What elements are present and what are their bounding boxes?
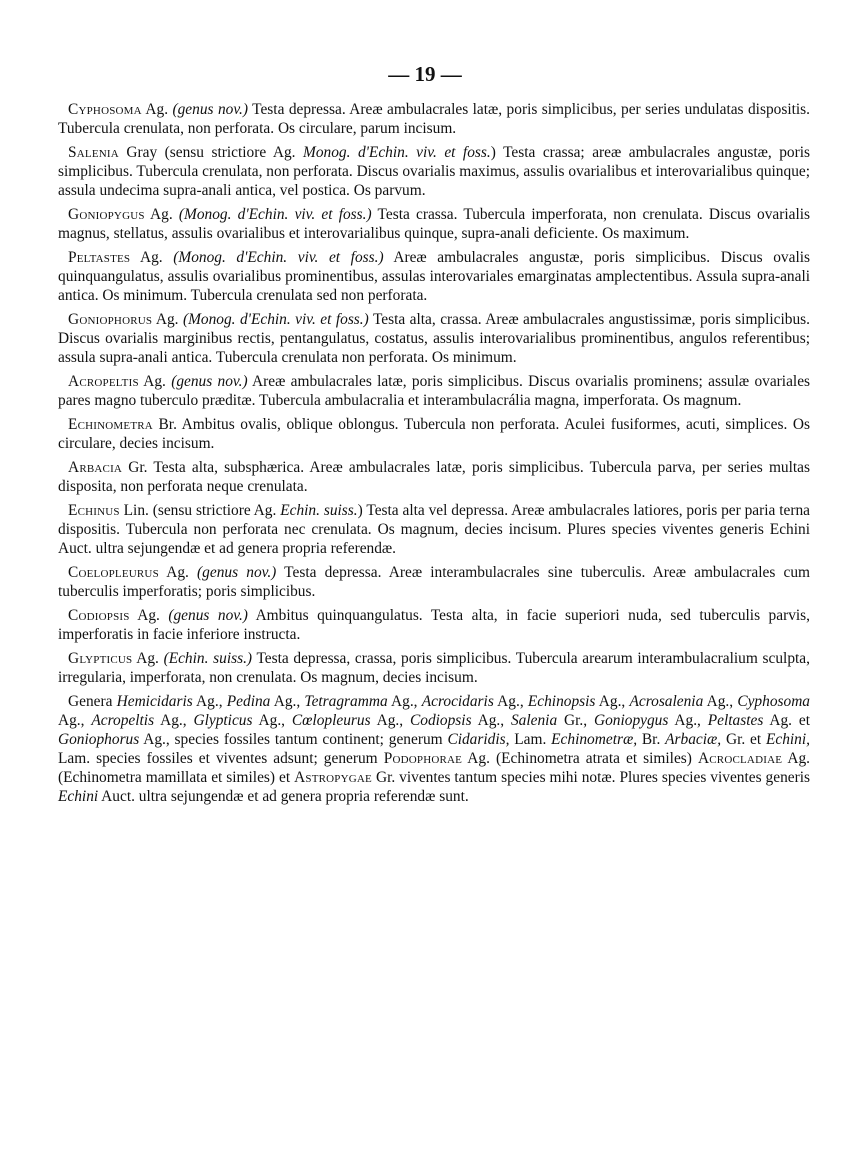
reference: (genus nov.): [168, 607, 248, 624]
text-run: Ag.,: [471, 712, 511, 729]
author-citation: Ag.: [158, 564, 198, 581]
entry-description: ) Testa alta vel depressa. Areæ ambulacrales latiores, poris per paria terna dispositis. Tubercula non perforata nec crenulata. Os magnum, decies incisum. Plures species viventes generis Echini Auct. ultra sejungendæ et ad genera propria referendæ.: [58, 502, 811, 557]
genus-name: Salenia: [510, 712, 558, 729]
genus-name: Acrosalenia: [629, 693, 704, 710]
author-citation: Ag.: [144, 206, 179, 223]
genus-name: Echinopsis: [527, 693, 596, 710]
text-run: Ag., species fossiles tantum continent; generum: [139, 731, 448, 748]
text-run: Ag.,: [493, 693, 528, 710]
reference: Monog. d'Echin. viv. et foss.: [303, 144, 491, 161]
entry-description: Testa alta, crassa. Areæ ambulacrales angustissimæ, poris simplicibus. Discus ovarialis marginibus rectis, pentangulatus, costatus, assulis interovarialibus prominentibus, angulos referentibus; assula supra-anali antica. Tubercula crenulata non perforata. Os minimum.: [58, 311, 810, 366]
text-run: Ag.,: [192, 693, 227, 710]
genus-name: Hemicidaris: [116, 693, 193, 710]
genus-entry: [58, 205, 810, 243]
genus-name: Echini: [58, 788, 99, 805]
entry-description: Testa depressa. Areæ ambulacrales latæ, poris simplicibus, per series undulatas dispositis. Tubercula crenulata, non perforata. Os circulare, parum incisum.: [58, 101, 810, 137]
entry-description: Ambitus ovalis, oblique oblongus. Tubercula non perforata. Aculei fusiformes, acuti, simplices. Os circulare, decies incisum.: [58, 416, 811, 452]
text-run: Ag. (Echinometra mamillata et similes) et: [58, 750, 810, 786]
text-run: Auct. ultra sejungendæ et ad genera propria referendæ sunt.: [98, 788, 469, 805]
reference: (Monog. d'Echin. viv. et foss.): [182, 311, 369, 328]
genus-small-caps: Acrocladiae: [697, 750, 783, 767]
genus-entry: [58, 606, 810, 644]
genus-name: Arbaciæ,: [665, 731, 722, 748]
genus-name: Echini,: [765, 731, 810, 748]
text-run: Ag.,: [58, 712, 92, 729]
genus-name: Glypticus: [193, 712, 253, 729]
reference: (Echin. suiss.): [163, 650, 253, 667]
genus-entry: [58, 458, 810, 496]
author-citation: Ag.: [132, 650, 164, 667]
entry-description: Areæ ambulacrales latæ, poris simplicibus. Discus ovarialis prominens; assulæ ovariales pares magno tuberculo præditæ. Tubercula ambulacralia et interambulacrália magna, imperforata. Os magnum.: [58, 373, 811, 409]
text-run: Gr.,: [557, 712, 594, 729]
author-citation: Ag.: [129, 607, 169, 624]
genus-name: Goniophorus: [68, 311, 153, 328]
genus-name: Echinometra: [68, 416, 153, 433]
genus-name: Goniopygus: [593, 712, 669, 729]
genus-name: Codiopsis: [68, 607, 130, 624]
author-citation: Gray (sensu strictiore Ag.: [118, 144, 303, 161]
genus-name: Goniopygus: [68, 206, 145, 223]
entry-description: Testa crassa. Tubercula imperforata, non crenulata. Discus ovarialis magnus, stellatus, assulis ovarialibus et interovarialibus quinque, supra-anali deficiente. Os maximum.: [58, 206, 810, 242]
genus-name: Cidaridis,: [447, 731, 510, 748]
genus-name: Salenia: [68, 144, 119, 161]
author-citation: Br.: [152, 416, 182, 433]
entry-description: Testa alta, subsphærica. Areæ ambulacrales latæ, poris simplicibus. Tubercula parva, per series multas disposita, non perforata neque crenulata.: [58, 459, 811, 495]
genus-name: Cyphosoma: [68, 101, 142, 118]
entry-description: ) Testa crassa; areæ ambulacrales angustæ, poris simplicibus. Tubercula crenulata, non perforata. Discus ovarialis maximus, assulis ovarialibus et interovarialibus quinque; assula undecima supra-anali antica, vel postica. Os parvum.: [58, 144, 811, 199]
genus-name: Peltastes: [68, 249, 131, 266]
reference: (genus nov.): [197, 564, 277, 581]
reference: (genus nov.): [171, 373, 248, 390]
genus-name: Glypticus: [68, 650, 133, 667]
reference: (Monog. d'Echin. viv. et foss.): [173, 249, 384, 266]
genus-small-caps: Podophorae: [383, 750, 463, 767]
text-run: Ag.,: [703, 693, 738, 710]
text-run: Genera: [68, 693, 117, 710]
genus-name: Cœlopleurus: [291, 712, 371, 729]
genus-name: Echinus: [68, 502, 120, 519]
author-citation: Ag.: [141, 101, 173, 118]
text-run: Ag. et: [763, 712, 810, 729]
author-citation: Ag.: [138, 373, 172, 390]
text-run: Ag.,: [252, 712, 292, 729]
text-run: Ag.,: [154, 712, 194, 729]
text-run: Lam. species fossiles et viventes adsunt; generum: [58, 750, 384, 767]
author-citation: Ag.: [152, 311, 183, 328]
text-run: Ag.,: [387, 693, 422, 710]
genus-name: Echinometræ,: [551, 731, 638, 748]
text-run: Br.: [637, 731, 666, 748]
text-run: Gr. et: [721, 731, 766, 748]
text-run: Ag.,: [370, 712, 410, 729]
genus-name: Acropeltis: [68, 373, 139, 390]
closing-paragraph: [58, 692, 810, 806]
genus-entry: [58, 372, 810, 410]
genus-name: Acropeltis: [91, 712, 155, 729]
reference: Echin. suiss.: [280, 502, 358, 519]
genus-entry: [58, 310, 810, 367]
genus-entries: [58, 100, 810, 687]
genus-name: Coelopleurus: [68, 564, 159, 581]
document-body: [58, 100, 810, 821]
text-run: Gr. viventes tantum species mihi notæ. Plures species viventes generis: [371, 769, 810, 786]
genus-entry: [58, 501, 810, 558]
genus-name: Codiopsis: [409, 712, 472, 729]
genus-entry: [58, 415, 810, 453]
entry-description: Ambitus quinquangulatus. Testa alta, in facie superiori nuda, sed tuberculis parvis, imperforatis in facie inferiore instructa.: [58, 607, 811, 643]
genus-entry: [58, 100, 810, 138]
genus-name: Tetragramma: [304, 693, 388, 710]
entry-description: Areæ ambulacrales angustæ, poris simplicibus. Discus ovalis quinquangulatus, assulis ovarialibus prominentibus, assulas interovariales emarginatas amplectentibus. Assula supra-anali antica. Os minimum. Tubercula crenulata sed non perforata.: [58, 249, 810, 304]
genus-entry: [58, 563, 810, 601]
genus-name: Arbacia: [68, 459, 123, 476]
reference: (Monog. d'Echin. viv. et foss.): [178, 206, 372, 223]
author-citation: Gr.: [122, 459, 154, 476]
genus-name: Goniophorus: [58, 731, 140, 748]
text-run: Ag.,: [668, 712, 708, 729]
text-run: Ag.,: [595, 693, 630, 710]
page-number: — 19 —: [388, 62, 462, 86]
reference: (genus nov.): [172, 101, 248, 118]
author-citation: Ag.: [130, 249, 174, 266]
genus-name: Pedina: [226, 693, 271, 710]
entry-description: Testa depressa, crassa, poris simplicibus. Tubercula arearum interambulacralium sculpta, irregularia, imperforata, non crenulata. Os magnum, decies incisum.: [58, 650, 810, 686]
genus-entry: [58, 248, 810, 305]
genus-small-caps: Astropygae: [294, 769, 372, 786]
genus-entry: [58, 143, 810, 200]
genus-name: Peltastes: [707, 712, 764, 729]
genus-name: Cyphosoma: [737, 693, 811, 710]
text-run: Lam.: [509, 731, 552, 748]
entry-description: Testa depressa. Areæ interambulacrales sine tuberculis. Areæ ambulacrales cum tuberculis imperforatis; poris simplicibus.: [58, 564, 810, 600]
text-run: Ag. (Echinometra atrata et similes): [462, 750, 698, 767]
genus-name: Acrocidaris: [421, 693, 494, 710]
genus-entry: [58, 649, 810, 687]
text-run: Ag.,: [270, 693, 305, 710]
author-citation: Lin. (sensu strictiore Ag.: [119, 502, 281, 519]
